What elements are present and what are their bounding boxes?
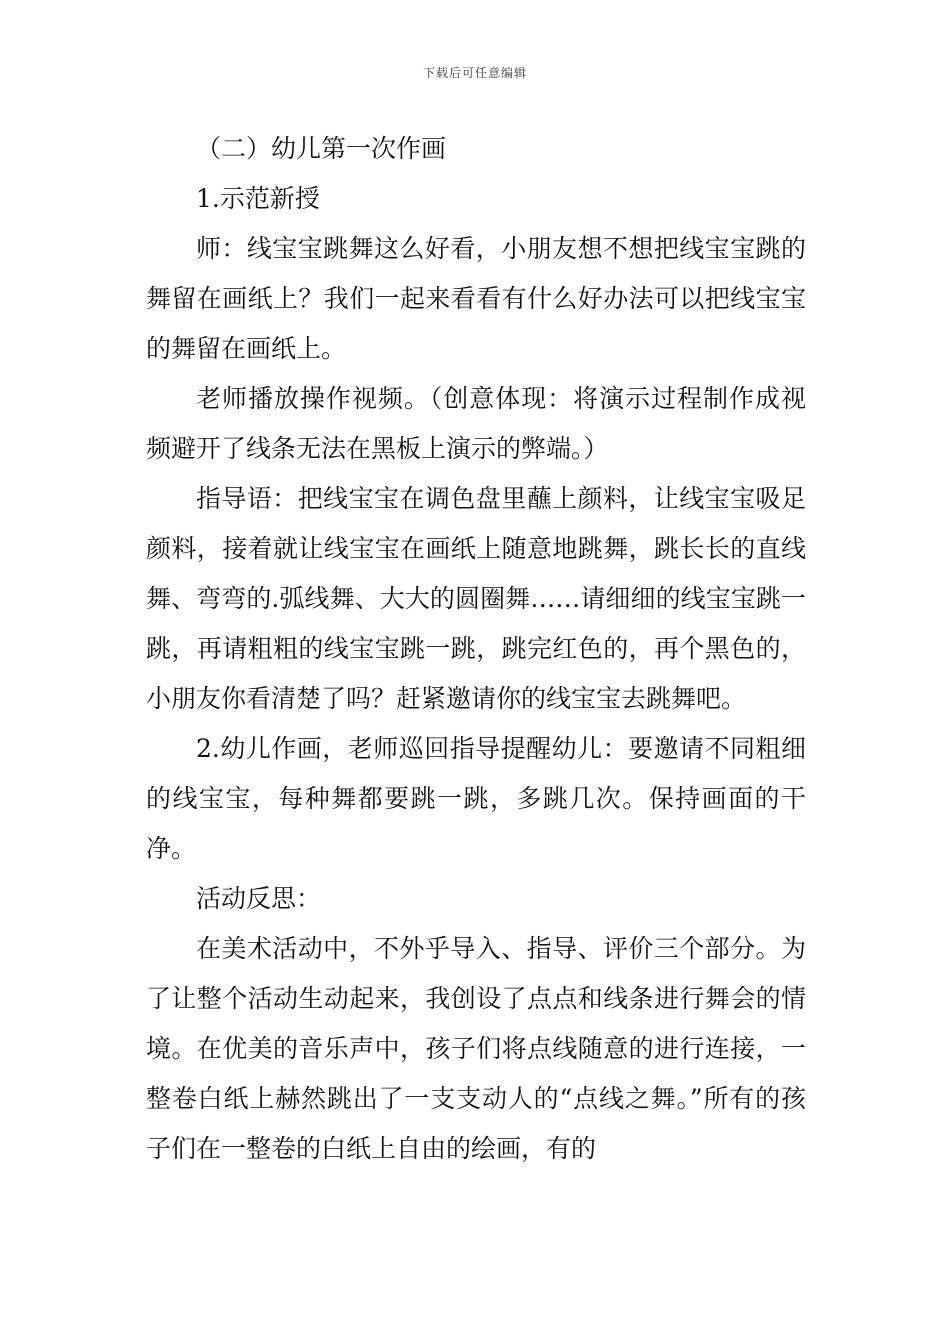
reflection-heading: 活动反思： [196,884,322,913]
document-body [146,124,806,1174]
subsection-heading: 1.示范新授 [196,184,320,213]
section-heading: （二）幼儿第一次作画 [196,134,447,163]
paragraph-reflection: 在美术活动中，不外乎导入、指导、评价三个部分。为了让整个活动生动起来，我创设了点点和线条进行舞会的情境。在优美的音乐声中，孩子们将点线随意的进行连接，一整卷白纸上赫然跳出了一支支动人的“点线之舞。”所有的孩子们在一整卷的白纸上自由的绘画，有的 [146,934,806,1163]
paragraph-video: 老师播放操作视频。（创意体现：将演示过程制作成视频避开了线条无法在黑板上演示的弊端。） [146,384,806,463]
paragraph-guidance: 指导语：把线宝宝在调色盘里蘸上颜料，让线宝宝吸足颜料，接着就让线宝宝在画纸上随意地跳舞，跳长长的直线舞、弯弯的.弧线舞、大大的圆圈舞……请细细的线宝宝跳一跳，再请粗粗的线宝宝跳一跳，跳完红色的，再个黑色的，小朋友你看清楚了吗？赶紧邀请你的线宝宝去跳舞吧。 [146,484,806,713]
page-header: 下载后可任意编辑 [422,66,527,80]
paragraph-teacher-intro: 师：线宝宝跳舞这么好看，小朋友想不想把线宝宝跳的舞留在画纸上？我们一起来看看有什么好办法可以把线宝宝的舞留在画纸上。 [146,234,806,363]
paragraph-child-drawing: 2.幼儿作画，老师巡回指导提醒幼儿：要邀请不同粗细的线宝宝，每种舞都要跳一跳，多跳几次。保持画面的干净。 [146,734,806,863]
